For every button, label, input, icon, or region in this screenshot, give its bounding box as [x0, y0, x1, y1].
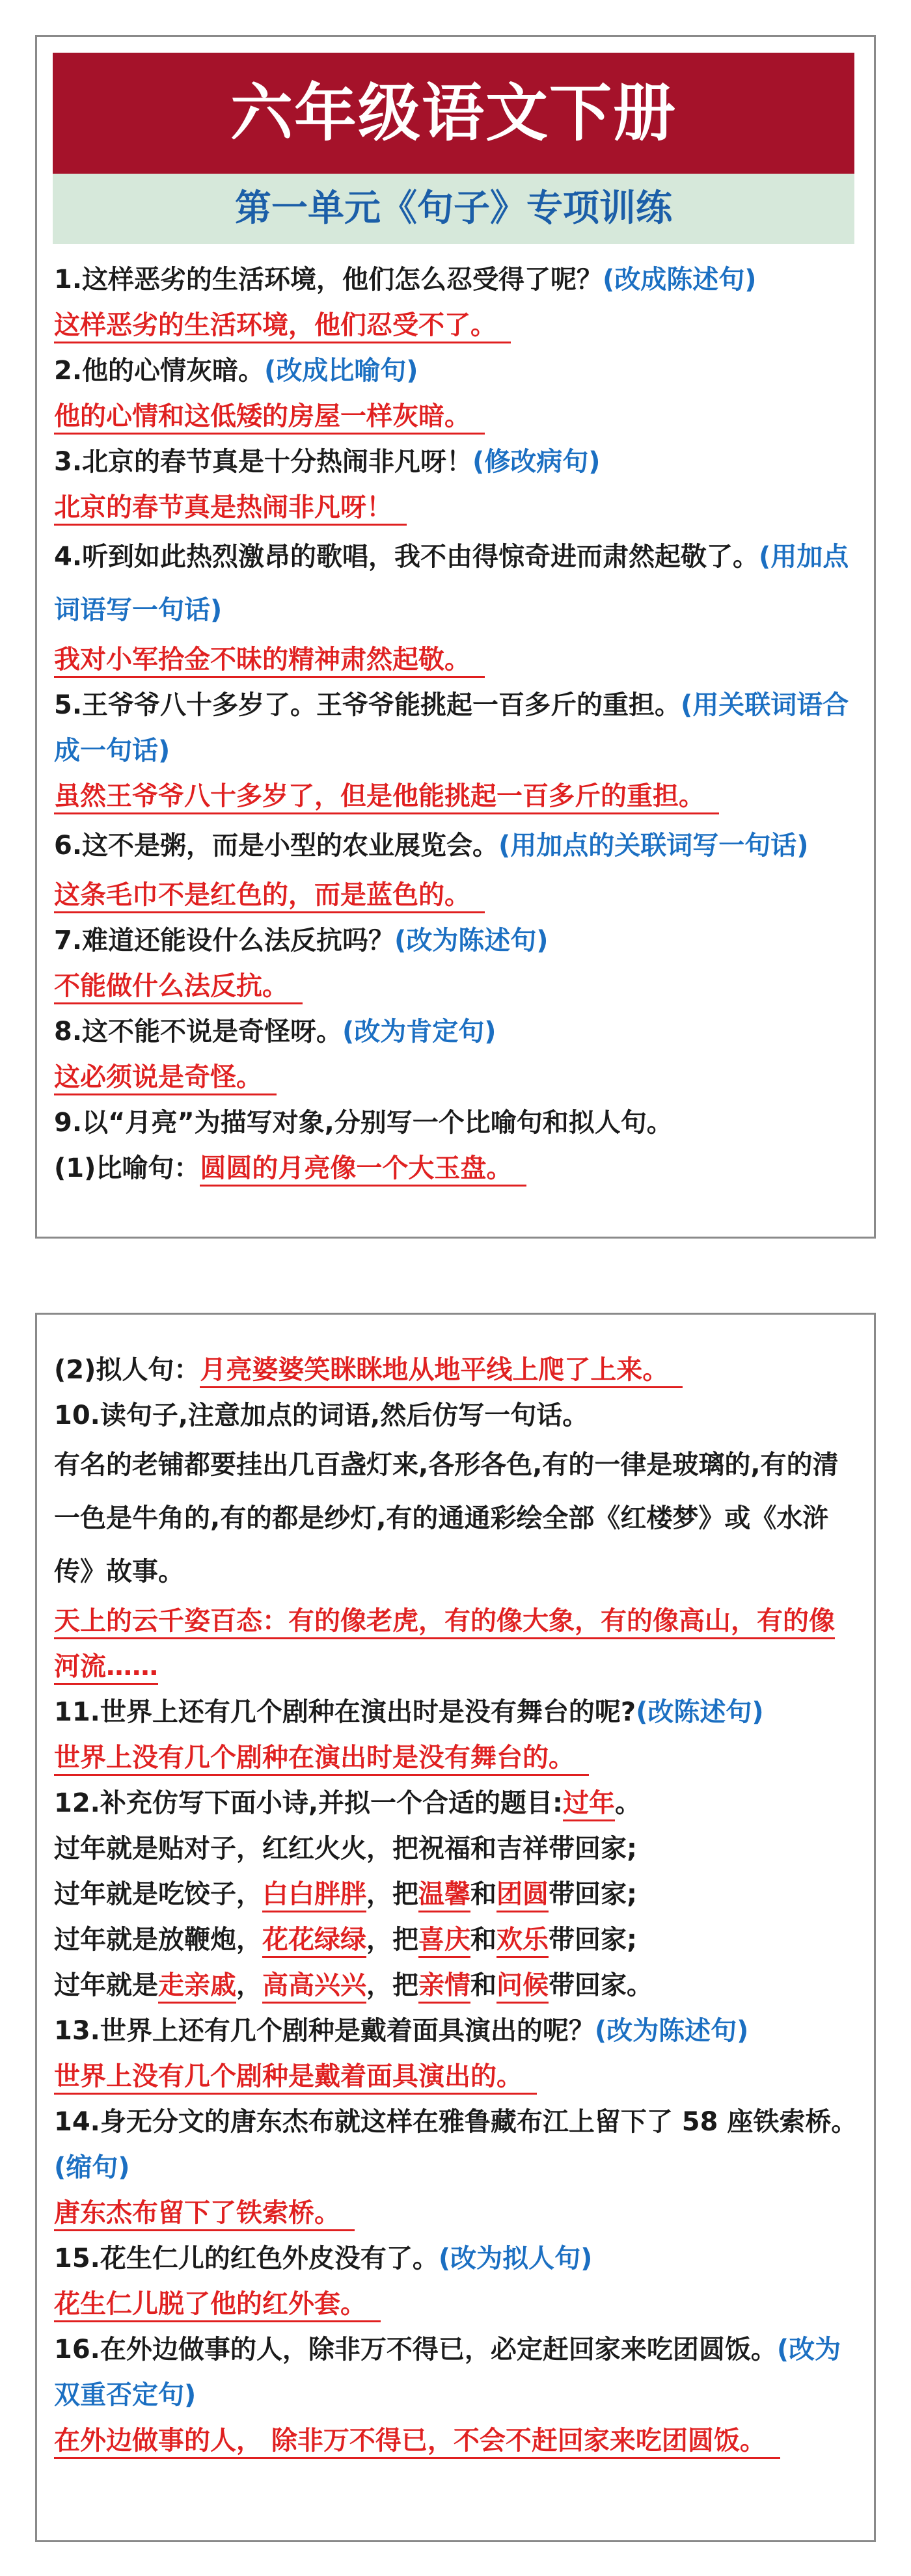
poem-title-answer: 过年: [563, 1788, 615, 1821]
question-5-hint: (用关联词语合成一句话): [54, 690, 849, 766]
answer-8: 这必须说是奇怪。: [54, 1054, 860, 1100]
question-3-hint: (修改病句): [472, 447, 601, 477]
question-list-2: [54, 1347, 860, 2463]
question-13-hint: (改为陈述句): [594, 2016, 749, 2046]
question-2: 2.他的心情灰暗。(改成比喻句): [54, 356, 418, 386]
question-3: 3.北京的春节真是十分热闹非凡呀！(修改病句): [54, 447, 601, 477]
question-14-hint: (缩句): [54, 2153, 130, 2182]
question-7: 7.难道还能设什么法反抗吗？(改为陈述句): [54, 926, 549, 956]
page-subtitle: 第一单元《句子》专项训练: [53, 174, 854, 244]
answer-13: 世界上没有几个剧种是戴着面具演出的。: [54, 2054, 860, 2099]
question-9: 9.以“月亮”为描写对象,分别写一个比喻句和拟人句。: [54, 1108, 673, 1138]
answer-14: 唐东杰布留下了铁索桥。: [54, 2190, 860, 2236]
question-12: 12.补充仿写下面小诗,并拟一个合适的题目:过年。: [54, 1780, 860, 1826]
answer-4: 我对小军拾金不昧的精神肃然起敬。: [54, 637, 860, 682]
question-15: 15.花生仁儿的红色外皮没有了。(改为拟人句): [54, 2244, 593, 2274]
question-13: 13.世界上还有几个剧种是戴着面具演出的呢？(改为陈述句): [54, 2016, 749, 2046]
poem-line-2: 过年就是吃饺子，白白胖胖，把温馨和团圆带回家;: [54, 1872, 860, 1917]
answer-15: 花生仁儿脱了他的红外套。: [54, 2281, 860, 2327]
question-5: 5.王爷爷八十多岁了。王爷爷能挑起一百多斤的重担。(用关联词语合成一句话): [54, 690, 849, 766]
question-10: 10.读句子,注意加点的词语,然后仿写一句话。: [54, 1401, 589, 1430]
question-8: 8.这不能不说是奇怪呀。(改为肯定句): [54, 1017, 496, 1047]
question-4: 4.听到如此热烈激昂的歌唱，我不由得惊奇进而肃然起敬了。(用加点词语写一句话): [54, 542, 849, 625]
question-11-hint: (改陈述句): [636, 1697, 764, 1727]
answer-9-personification: (2)拟人句：月亮婆婆笑眯眯地从地平线上爬了上来。: [54, 1347, 860, 1393]
poem-line-3: 过年就是放鞭炮，花花绿绿，把喜庆和欢乐带回家;: [54, 1917, 860, 1963]
worksheet-panel-2: [35, 1313, 876, 2542]
answer-16: 在外边做事的人， 除非万不得已，不会不赶回家来吃团圆饭。: [54, 2418, 860, 2463]
question-16: 16.在外边做事的人，除非万不得已，必定赶回家来吃团圆饭。(改为双重否定句): [54, 2335, 841, 2410]
question-16-hint: (改为双重否定句): [54, 2335, 841, 2410]
answer-1: 这样恶劣的生活环境，他们忍受不了。: [54, 302, 860, 348]
answer-6: 这条毛巾不是红色的，而是蓝色的。: [54, 872, 860, 918]
answer-7: 不能做什么法反抗。: [54, 963, 860, 1009]
question-14: 14.身无分文的唐东杰布就这样在雅鲁藏布江上留下了 58 座铁索桥。(缩句): [54, 2107, 858, 2182]
question-10-passage: 有名的老铺都要挂出几百盏灯来,各形各色,有的一律是玻璃的,有的清一色是牛角的,有的都是纱灯,有的通通彩绘全部《红楼梦》或《水浒传》故事。: [54, 1450, 839, 1587]
answer-3: 北京的春节真是热闹非凡呀！: [54, 485, 860, 530]
question-1: 1.这样恶劣的生活环境，他们怎么忍受得了呢？(改成陈述句): [54, 265, 757, 295]
answer-10: 天上的云千姿百态：有的像老虎，有的像大象，有的像高山，有的像河流……: [54, 1598, 860, 1689]
answer-5: 虽然王爷爷八十多岁了，但是他能挑起一百多斤的重担。: [54, 773, 860, 819]
page-title: 六年级语文下册: [53, 53, 854, 174]
poem-line-1: 过年就是贴对子，红红火火，把祝福和吉祥带回家;: [54, 1834, 637, 1864]
question-15-hint: (改为拟人句): [438, 2244, 593, 2274]
question-4-hint: (用加点词语写一句话): [54, 542, 849, 625]
answer-9-simile: (1)比喻句：圆圆的月亮像一个大玉盘。: [54, 1146, 860, 1191]
question-6-hint: (用加点的关联词写一句话): [498, 831, 809, 861]
answer-11: 世界上没有几个剧种在演出时是没有舞台的。: [54, 1735, 860, 1780]
answer-2: 他的心情和这低矮的房屋一样灰暗。: [54, 394, 860, 439]
poem-line-4: 过年就是走亲戚，高高兴兴，把亲情和问候带回家。: [54, 1963, 860, 2008]
question-11: 11.世界上还有几个剧种在演出时是没有舞台的呢?(改陈述句): [54, 1697, 764, 1727]
question-2-hint: (改成比喻句): [264, 356, 418, 386]
question-8-hint: (改为肯定句): [342, 1017, 496, 1047]
question-list-1: [54, 257, 860, 1191]
question-6: 6.这不是粥，而是小型的农业展览会。(用加点的关联词写一句话): [54, 831, 809, 861]
question-1-hint: (改成陈述句): [603, 265, 757, 295]
question-7-hint: (改为陈述句): [394, 926, 549, 956]
worksheet-panel-1: [35, 35, 876, 1239]
